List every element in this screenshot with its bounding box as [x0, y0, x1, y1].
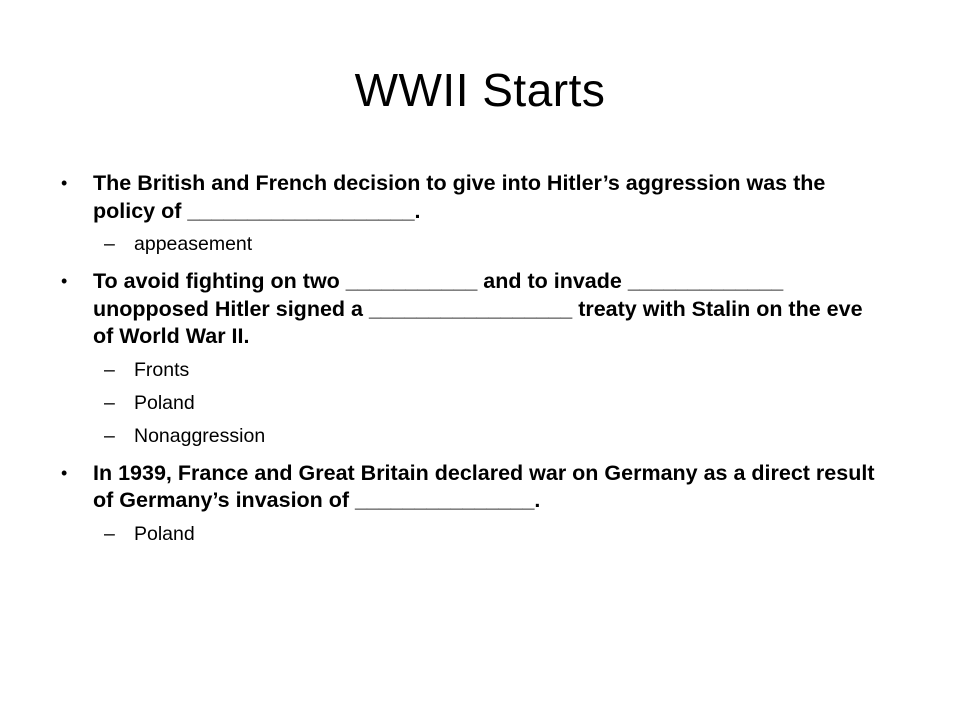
sub-item-text: appeasement [134, 233, 253, 255]
sub-marker: – [104, 424, 115, 447]
bullet-marker: • [61, 462, 68, 483]
sub-item-text: Poland [134, 391, 195, 414]
sub-item [52, 232, 882, 256]
bullet-text: The British and French decision to give into Hitler’s aggression was the policy of ___________________. [93, 171, 826, 223]
bullet-1 [52, 170, 882, 225]
sub-item [52, 391, 882, 415]
bullet-marker: • [61, 271, 68, 291]
sub-item-text: Fronts [134, 358, 190, 381]
sub-marker: – [104, 522, 115, 545]
bullet-marker: • [61, 173, 68, 193]
sub-marker: – [104, 233, 115, 255]
slide-content [52, 170, 882, 558]
sub-item [52, 358, 882, 382]
slide-title: WWII Starts [354, 64, 606, 116]
sub-marker: – [104, 391, 115, 414]
bullet-2 [52, 268, 882, 351]
sub-item-text: Nonaggression [134, 424, 266, 447]
sub-item [52, 522, 882, 546]
sub-marker: – [104, 358, 115, 381]
bullet-text: To avoid fighting on two ___________ and to invade _____________ unopposed Hitler signed a _________________ treaty with Stalin on the eve of World War II. [93, 269, 863, 348]
bullet-text: In 1939, France and Great Britain declared war on Germany as a direct result of Germany’s invasion of _______________. [93, 460, 875, 512]
sub-item-text: Poland [134, 522, 195, 545]
sub-item [52, 424, 882, 448]
bullet-3 [52, 460, 882, 515]
